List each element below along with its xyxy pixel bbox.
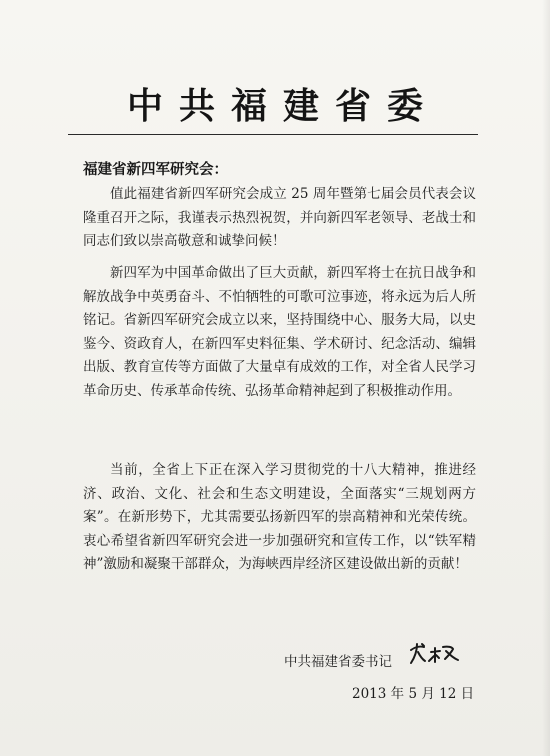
- body-paragraph: 新四军为中国革命做出了巨大贡献，新四军将士在抗日战争和解放战争中英勇奋斗、不怕牺牲的可歌可泣事迹，将永远为后人所铭记。省新四军研究会成立以来，坚持围绕中心、服务大局，以史鉴今、资政育人，在新四军史料征集、学术研讨、纪念活动、编辑出版、教育宣传等方面做了大量卓有成效的工作，对全省人民学习革命历史、传承革命传统、弘扬革命精神起到了积极推动作用。: [83, 265, 476, 399]
- salutation: 福建省新四军研究会：: [83, 162, 228, 178]
- body-paragraph: 值此福建省新四军研究会成立 25 周年暨第七届会员代表会议隆重召开之际，我谨表示热烈祝贺，并向新四军老领导、老战士和同志们致以崇高敬意和诚挚问候！: [83, 186, 476, 249]
- body-paragraph: 当前，全省上下正在深入学习贯彻党的十八大精神，推进经济、政治、文化、社会和生态文明建设，全面落实“三规划两方案”。在新形势下，尤其需要弘扬新四军的崇高精神和光荣传统。衷心希望省新四军研究会进一步加强研究和宣传工作，以“铁军精神”激励和凝聚干部群众，为海峡西岸经济区建设做出新的贡献！: [83, 462, 476, 572]
- handwritten-signature: [405, 638, 465, 668]
- letter-date: 2013 年 5 月 12 日: [352, 686, 475, 702]
- signer-title: 中共福建省委书记: [284, 654, 392, 670]
- letterhead-title: 中共福建省委: [126, 86, 439, 127]
- letterhead-rule: [68, 134, 478, 135]
